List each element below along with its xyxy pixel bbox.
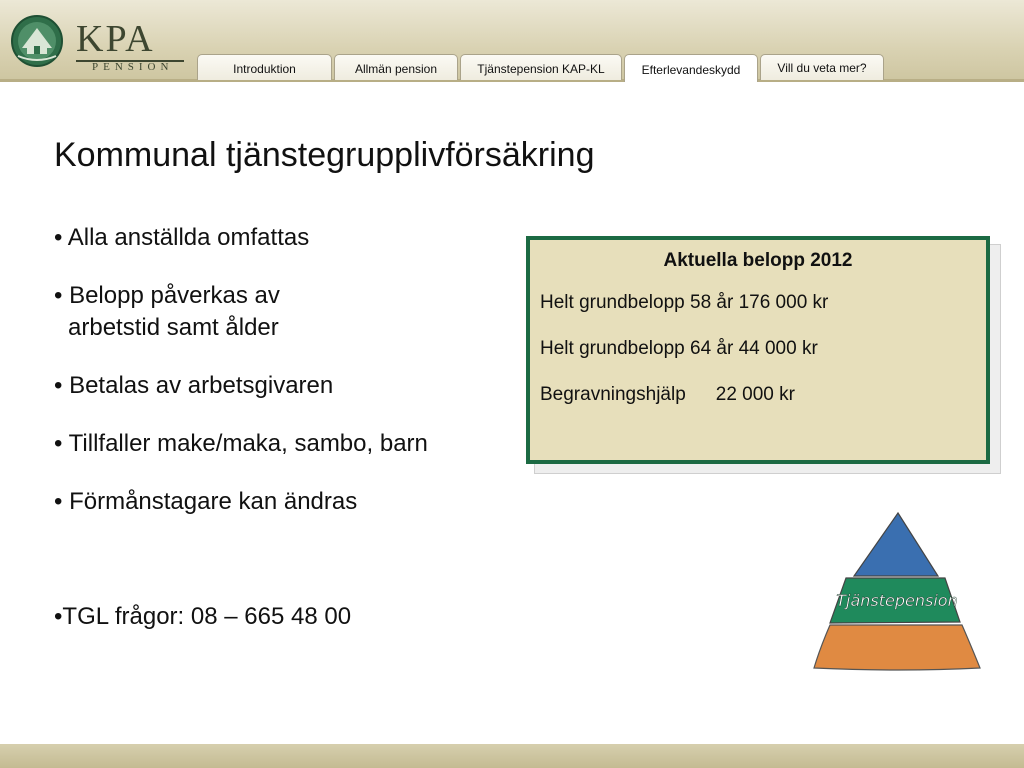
- bullet-item: [54, 222, 524, 254]
- amount-row: Helt grundbelopp 64 år 44 000 kr: [540, 338, 818, 359]
- kpa-pension-logo[interactable]: [10, 14, 185, 72]
- amount-row: [540, 384, 795, 406]
- bullet-item: [54, 280, 524, 344]
- footer-bar: [0, 744, 1024, 768]
- pyramid-label: Tjänstepension: [836, 591, 958, 610]
- amount-row: Helt grundbelopp 58 år 176 000 kr: [540, 292, 829, 313]
- header-bar: [0, 0, 1024, 82]
- bullet-text: • Tillfaller make/maka, sambo, barn: [54, 430, 428, 457]
- logo-subtitle: PENSION: [92, 61, 174, 73]
- bullet-item: [54, 370, 524, 402]
- pyramid-bottom-tier: [814, 625, 980, 670]
- pension-pyramid-illustration: [810, 510, 990, 675]
- tab-tjanstepension-kap-kl[interactable]: Tjänstepension KAP-KL: [460, 54, 622, 80]
- amount-label: Begravningshjälp: [540, 384, 686, 405]
- logo-wordmark: KPA: [76, 18, 155, 60]
- bullet-text: • Förmånstagare kan ändras: [54, 488, 358, 515]
- tab-efterlevandeskydd[interactable]: Efterlevandeskydd: [624, 54, 758, 82]
- bullet-item: [54, 486, 524, 518]
- tab-vill-du-veta-mer[interactable]: Vill du veta mer?: [760, 54, 884, 80]
- pyramid-top-tier: [854, 513, 938, 576]
- tab-allman-pension[interactable]: Allmän pension: [334, 54, 458, 80]
- kpa-emblem-icon: [10, 14, 64, 68]
- bullet-text: • Betalas av arbetsgivaren: [54, 372, 334, 399]
- bullet-text: • Alla anställda omfattas: [54, 224, 310, 251]
- bullet-text-continued: arbetstid samt ålder: [68, 314, 279, 341]
- slide-title: Kommunal tjänstegrupplivförsäkring: [54, 136, 595, 174]
- bullet-text: • Belopp påverkas av: [54, 282, 280, 309]
- bullet-item: [54, 428, 524, 460]
- amount-value: 22 000 kr: [715, 384, 795, 405]
- amounts-box: [526, 236, 990, 464]
- tgl-phone-info: •TGL frågor: 08 – 665 48 00: [54, 603, 352, 630]
- bullet-list: [54, 222, 524, 544]
- tab-introduktion[interactable]: Introduktion: [197, 54, 332, 80]
- amounts-title: Aktuella belopp 2012: [663, 250, 853, 271]
